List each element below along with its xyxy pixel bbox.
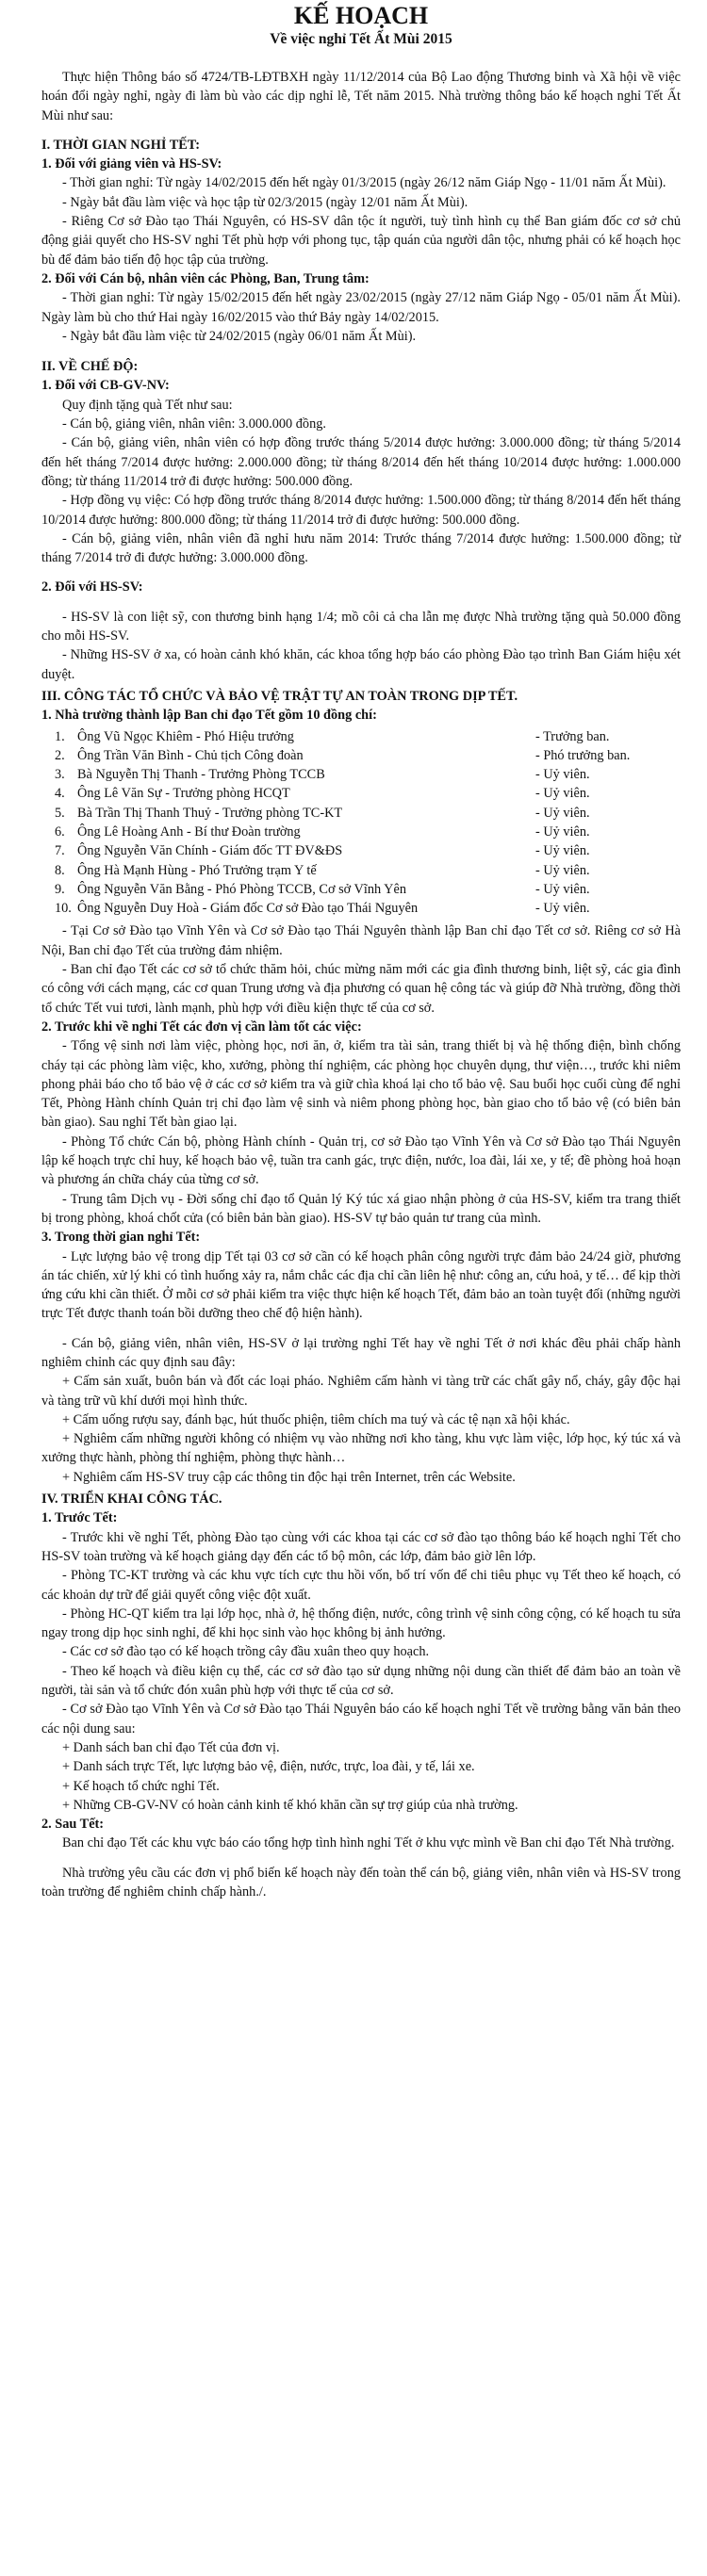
section-1-sub-1-heading: 1. Đối với giảng viên và HS-SV: (41, 156, 222, 172)
table-row: 3. Bà Nguyễn Thị Thanh - Trưởng Phòng TCCB - Uỷ viên. (55, 767, 590, 783)
report-item: + Những CB-GV-NV có hoàn cảnh kinh tế khó khăn cần sự trợ giúp của nhà trường. (62, 1797, 518, 1813)
table-row: 7. Ông Nguyễn Văn Chính - Giám đốc TT ĐV&ĐS - Uỷ viên. (55, 843, 590, 859)
list-item: - Cán bộ, giảng viên, nhân viên: 3.000.000 đồng. (62, 416, 326, 432)
section-4-heading: IV. TRIỂN KHAI CÔNG TÁC. (41, 1492, 222, 1508)
intro-paragraph: Thực hiện Thông báo số 4724/TB-LĐTBXH ngày 11/12/2014 của Bộ Lao động Thương binh và Xã hội về việc hoán đổi ngày nghỉ, ngày đi làm bù vào các dịp nghỉ lễ, Tết năm 2015. Nhà trường thông báo kế hoạch nghỉ Tết Ất Mùi như sau: (41, 70, 681, 123)
committee-table (55, 727, 649, 919)
document-title: KẾ HOẠCH (293, 2, 429, 29)
section-3-sub-2-heading: 2. Trước khi về nghỉ Tết các đơn vị cần làm tốt các việc: (41, 1019, 362, 1035)
list-item: - Ban chỉ đạo Tết các cơ sở tổ chức thăm hỏi, chúc mừng năm mới các gia đình thương binh, liệt sỹ, các gia đình có công với cách mạng, các cơ quan Trung ương và địa phương có quan hệ công tác và giúp đỡ Nhà trường, đồng thời tổ chức Tết vui tươi, lành mạnh, phù hợp với điều kiện thực tế của cơ sở. (41, 962, 681, 1016)
table-row: 2. Ông Trần Văn Bình - Chủ tịch Công đoàn - Phó trưởng ban. (55, 747, 631, 763)
list-item: - Phòng TC-KT trường và các khu vực tích cực thu hồi vốn, bố trí vốn để chi tiêu phục vụ Tết theo kế hoạch, có các khoản dự trữ để giải quyết công việc đột xuất. (41, 1568, 681, 1603)
document-subtitle: Về việc nghỉ Tết Ất Mùi 2015 (270, 31, 452, 47)
list-item: - Các cơ sở đào tạo có kế hoạch trồng cây đầu xuân theo quy hoạch. (62, 1644, 430, 1660)
list-item: - Trước khi về nghỉ Tết, phòng Đào tạo cùng với các khoa tại các cơ sở đào tạo thông báo kế hoạch nghỉ Tết cho HS-SV toàn trường và kế hoạch giảng dạy đến các tổ bộ môn, các lớp, đảm bảo giờ lên lớp. (41, 1529, 681, 1564)
section-2-heading: II. VỀ CHẾ ĐỘ: (41, 359, 139, 375)
table-row: 1. Ông Vũ Ngọc Khiêm - Phó Hiệu trưởng - Trưởng ban. (55, 728, 610, 744)
list-lead: Quy định tặng quà Tết như sau: (62, 397, 233, 413)
list-item: - Thời gian nghỉ: Từ ngày 14/02/2015 đến hết ngày 01/3/2015 (ngày 26/12 năm Giáp Ngọ - 11/01 năm Ất Mùi). (62, 175, 666, 191)
list-item: - Cơ sở Đào tạo Vĩnh Yên và Cơ sở Đào tạo Thái Nguyên báo cáo kế hoạch nghỉ Tết về trường bằng văn bản theo các nội dung sau: (41, 1702, 681, 1736)
section-1-heading: I. THỜI GIAN NGHỈ TẾT: (41, 137, 201, 153)
rule-item: + Cấm sản xuất, buôn bán và đốt các loại pháo. Nghiêm cấm hành vi tàng trữ các chất gây nổ, cháy, gây độc hại và tàng trữ vũ khí dưới mọi hình thức. (41, 1374, 681, 1409)
section-4-sub-2-heading: 2. Sau Tết: (41, 1817, 105, 1833)
list-item: - Phòng Tổ chức Cán bộ, phòng Hành chính - Quản trị, cơ sở Đào tạo Vĩnh Yên và Cơ sở Đào tạo Thái Nguyên lập kế hoạch trực chỉ huy, kế hoạch bảo vệ, tuần tra canh gác, trực điện, nước, loa đài, lái xe, y tế; đề phòng hoả hoạn và phương án chữa cháy của từng cơ sở. (41, 1133, 681, 1188)
section-3-sub-1-heading: 1. Nhà trường thành lập Ban chỉ đạo Tết gồm 10 đồng chí: (41, 708, 377, 724)
section-1-sub-2-heading: 2. Đối với Cán bộ, nhân viên các Phòng, Ban, Trung tâm: (41, 270, 370, 286)
section-2-sub-2-heading: 2. Đối với HS-SV: (41, 579, 143, 595)
after-tet-paragraph: Ban chỉ đạo Tết các khu vực báo cáo tổng hợp tình hình nghỉ Tết ở khu vực mình về Ban chỉ đạo Tết Nhà trường. (62, 1835, 675, 1851)
list-item: - Cán bộ, giảng viên, nhân viên có hợp đồng trước tháng 5/2014 được hưởng: 3.000.000 đồng; từ tháng 5/2014 đến hết tháng 7/2014 được hưởng: 2.000.000 đồng; từ tháng 8/2014 đến hết tháng 10/2014 được hưởng: 1.000.000 đồng; từ tháng 11/2014 trở đi được hưởng: 500.000 đồng. (41, 435, 681, 489)
report-item: + Danh sách ban chỉ đạo Tết của đơn vị. (62, 1739, 280, 1755)
list-item: - HS-SV là con liệt sỹ, con thương binh hạng 1/4; mồ côi cả cha lẫn mẹ được Nhà trường tặng quà 50.000 đồng cho mỗi HS-SV. (41, 609, 681, 644)
report-item: + Danh sách trực Tết, lực lượng bảo vệ, điện, nước, trực, loa đài, y tế, lái xe. (62, 1759, 475, 1775)
list-item: - Hợp đồng vụ việc: Có hợp đồng trước tháng 8/2014 được hưởng: 1.500.000 đồng; từ tháng 8/2014 đến hết tháng 10/2014 được hưởng: 800.000 đồng; từ tháng 11/2014 trở đi được hưởng: 500.000 đồng. (41, 493, 681, 528)
section-4-sub-1-heading: 1. Trước Tết: (41, 1510, 118, 1526)
list-item: - Ngày bắt đầu làm việc và học tập từ 02/3/2015 (ngày 12/01 năm Ất Mùi). (62, 194, 469, 210)
rule-item: + Cấm uống rượu say, đánh bạc, hút thuốc phiện, tiêm chích ma tuý và các tệ nạn xã hội khác. (62, 1411, 570, 1427)
list-item: - Theo kế hoạch và điều kiện cụ thể, các cơ sở đào tạo sử dụng những nội dung cần thiết để đảm bảo an toàn về người, tài sản và tổ chức đón xuân phù hợp với thực tế của cơ sở. (41, 1663, 681, 1699)
report-item: + Kế hoạch tổ chức nghỉ Tết. (62, 1778, 220, 1794)
table-row: 6. Ông Lê Hoàng Anh - Bí thư Đoàn trường - Uỷ viên. (55, 823, 590, 840)
section-3-heading: III. CÔNG TÁC TỔ CHỨC VÀ BẢO VỆ TRẬT TỰ AN TOÀN TRONG DỊP TẾT. (41, 688, 518, 704)
list-item: - Phòng HC-QT kiểm tra lại lớp học, nhà ở, hệ thống điện, nước, công trình vệ sinh công cộng, có kế hoạch tu sửa ngay trong dịp học sinh nghỉ, để khi học sinh vào học không bị ảnh hưởng. (41, 1606, 681, 1641)
list-item: - Cán bộ, giảng viên, nhân viên đã nghỉ hưu năm 2014: Trước tháng 7/2014 được hưởng: 1.500.000 đồng; từ tháng 7/2014 trở đi được hưởng: 3.000.000 đồng. (41, 530, 681, 566)
rule-item: + Nghiêm cấm HS-SV truy cập các thông tin độc hại trên Internet, trên các Website. (62, 1469, 516, 1485)
list-item: - Riêng Cơ sở Đào tạo Thái Nguyên, có HS-SV dân tộc ít người, tuỳ tình hình cụ thể Ban giám đốc cơ sở chủ động giải quyết cho HS-SV nghỉ Tết phù hợp với phong tục, tập quán của người dân tộc, nhưng phải có kế hoạch học bù để đảm bảo tiến độ học tập của trường. (41, 214, 681, 268)
table-row: 4. Ông Lê Văn Sự - Trưởng phòng HCQT - Uỷ viên. (55, 786, 590, 802)
table-row: 5. Bà Trần Thị Thanh Thuỷ - Trưởng phòng TC-KT - Uỷ viên. (55, 805, 590, 821)
table-row: 8. Ông Hà Mạnh Hùng - Phó Trưởng trạm Y tế - Uỷ viên. (55, 862, 590, 878)
list-item: - Thời gian nghỉ: Từ ngày 15/02/2015 đến hết ngày 23/02/2015 (ngày 27/12 năm Giáp Ngọ - 05/01 năm Ất Mùi). Ngày làm bù cho thứ Hai ngày 16/02/2015 vào thứ Bảy ngày 14/02/2015. (41, 290, 681, 325)
list-item: - Trung tâm Dịch vụ - Đời sống chỉ đạo tổ Quản lý Ký túc xá giao nhận phòng ở của HS-SV, kiểm tra trang thiết bị trong phòng, khoá chốt cửa (có biên bản bàn giao). HS-SV tự bảo quản tư trang của mình. (41, 1191, 681, 1226)
list-item: - Những HS-SV ở xa, có hoàn cảnh khó khăn, các khoa tổng hợp báo cáo phòng Đào tạo trình Ban Giám hiệu xét duyệt. (41, 647, 681, 682)
closing-paragraph: Nhà trường yêu cầu các đơn vị phổ biến kế hoạch này đến toàn thể cán bộ, giảng viên, nhân viên và HS-SV trong toàn trường để nghiêm chỉnh chấp hành./. (41, 1865, 681, 1900)
table-row: 9. Ông Nguyễn Văn Bằng - Phó Phòng TCCB, Cơ sở Vĩnh Yên - Uỷ viên. (55, 881, 590, 897)
section-2-sub-1-heading: 1. Đối với CB-GV-NV: (41, 378, 170, 394)
list-item: - Lực lượng bảo vệ trong dịp Tết tại 03 cơ sở cần có kế hoạch phân công người trực đảm bảo 24/24 giờ, phương án tác chiến, xử lý khi có tình huống xảy ra, nắm chắc các địa chỉ cần liên hệ như: công an, cứu hoả, y tế… để kịp thời ứng cứu khi cần thiết. Ở mỗi cơ sở phải kiểm tra việc thực hiện kế hoạch Tết, đảm bảo an toàn tuyệt đối (những người trực Tết được thanh toán bồi dưỡng theo chế độ hiện hành). (41, 1248, 681, 1322)
list-item: - Cán bộ, giảng viên, nhân viên, HS-SV ở lại trường nghỉ Tết hay về nghỉ Tết ở nơi khác đều phải chấp hành nghiêm chỉnh các quy định sau đây: (41, 1335, 681, 1370)
list-item: - Tại Cơ sở Đào tạo Vĩnh Yên và Cơ sở Đào tạo Thái Nguyên thành lập Ban chỉ đạo Tết cơ sở. Riêng cơ sở Hà Nội, Ban chỉ đạo Tết của trường đảm nhiệm. (41, 923, 681, 958)
section-3-sub-3-heading: 3. Trong thời gian nghỉ Tết: (41, 1230, 201, 1246)
rule-item: + Nghiêm cấm những người không có nhiệm vụ vào những nơi kho tàng, khu vực làm việc, lớp học, ký túc xá và xưởng thực hành, phòng thí nghiệm, phòng thực hành… (41, 1431, 681, 1466)
list-item: - Tổng vệ sinh nơi làm việc, phòng học, nơi ăn, ở, kiểm tra tài sản, trang thiết bị và hệ thống điện, bình chống cháy tại các phòng làm việc, kho, xưởng, phòng thí nghiệm, các phòng học chuyên dụng, thư viện…, trước khi niêm phong phải báo cho tổ bảo vệ ở các cơ sở kiểm tra và giữ chìa khoá lại cho tổ bảo vệ. Sau buổi học cuối cùng để nghỉ Tết, Phòng Hành chính Quản trị chỉ đạo làm vệ sinh và niêm phong phòng học, bàn giao cho tổ bảo vệ (có biên bản bàn giao). Sau nghỉ Tết bàn giao lại. (41, 1038, 681, 1131)
table-row: 10. Ông Nguyễn Duy Hoà - Giám đốc Cơ sở Đào tạo Thái Nguyên - Uỷ viên. (55, 901, 590, 917)
list-item: - Ngày bắt đầu làm việc từ 24/02/2015 (ngày 06/01 năm Ất Mùi). (62, 328, 417, 344)
